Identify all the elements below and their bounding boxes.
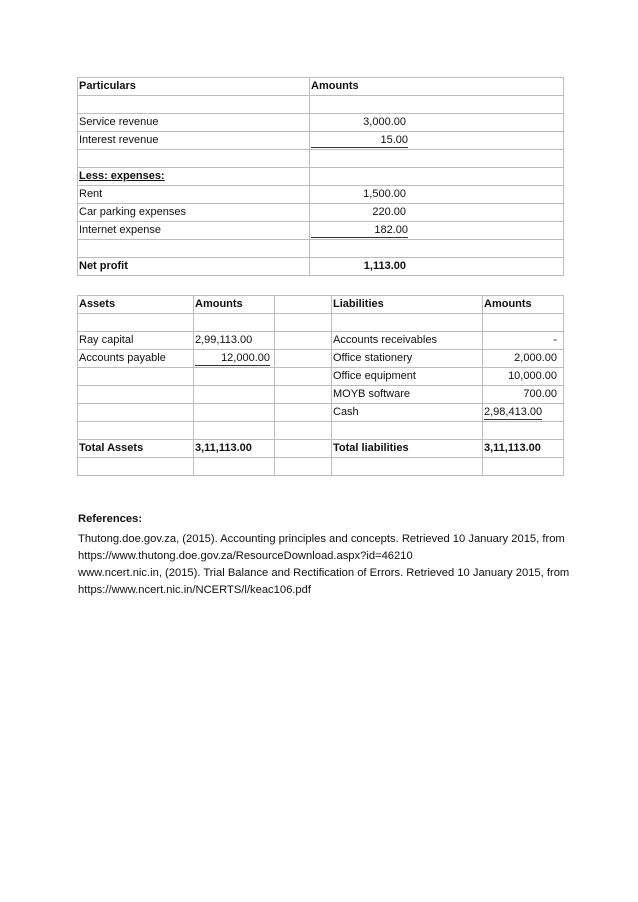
header-particulars: Particulars [78, 78, 310, 96]
liability-amount: 2,000.00 [483, 350, 564, 368]
asset-amount-underlined: 12,000.00 [195, 351, 270, 366]
interest-revenue-value [310, 132, 564, 150]
table-row [78, 168, 564, 186]
total-liabilities-label: Total liabilities [332, 440, 483, 458]
asset-name [78, 404, 194, 422]
internet-value [310, 222, 564, 240]
table-row [78, 240, 564, 258]
total-assets-label: Total Assets [78, 440, 194, 458]
interest-revenue-label: Interest revenue [78, 132, 310, 150]
header-liabilities: Liabilities [332, 296, 483, 314]
liability-name: MOYB software [332, 386, 483, 404]
asset-amount [194, 350, 275, 368]
liability-amount: 10,000.00 [483, 368, 564, 386]
table-row [78, 186, 564, 204]
reference-line: Thutong.doe.gov.za, (2015). Accounting principles and concepts. Retrieved 10 January 2015, from [78, 533, 565, 545]
header-asset-amounts: Amounts [194, 296, 275, 314]
table-row [78, 150, 564, 168]
table-row [78, 114, 564, 132]
reference-line: www.ncert.nic.in, (2015). Trial Balance and Rectification of Errors. Retrieved 10 January 2015, from [78, 567, 570, 579]
asset-amount: 2,99,113.00 [194, 332, 275, 350]
asset-name [78, 386, 194, 404]
net-profit-value: 1,113.00 [310, 258, 564, 276]
reference-line: https://www.thutong.doe.gov.za/ResourceDownload.aspx?id=46210 [78, 550, 413, 562]
asset-amount [194, 368, 275, 386]
table-row [78, 258, 564, 276]
asset-name: Accounts payable [78, 350, 194, 368]
service-revenue-value: 3,000.00 [310, 114, 564, 132]
asset-amount [194, 404, 275, 422]
total-assets-value: 3,11,113.00 [194, 440, 275, 458]
interest-revenue-amount: 15.00 [311, 133, 408, 148]
service-revenue-label: Service revenue [78, 114, 310, 132]
table-row [78, 132, 564, 150]
liability-name: Accounts receivables [332, 332, 483, 350]
table-row [78, 332, 564, 350]
internet-label: Internet expense [78, 222, 310, 240]
header-amounts: Amounts [310, 78, 564, 96]
header-liability-amounts: Amounts [483, 296, 564, 314]
asset-name [78, 368, 194, 386]
liability-amount: 700.00 [483, 386, 564, 404]
liability-amount [483, 404, 564, 422]
car-parking-value: 220.00 [310, 204, 564, 222]
reference-line: https://www.ncert.nic.in/NCERTS/l/keac106.pdf [78, 584, 311, 596]
table-row [78, 440, 564, 458]
references-section [78, 511, 578, 599]
liability-amount: - [483, 332, 564, 350]
table-row [78, 204, 564, 222]
cash-amount-underlined: 2,98,413.00 [484, 406, 543, 418]
asset-amount [194, 386, 275, 404]
liability-name: Office stationery [332, 350, 483, 368]
table-row [78, 96, 564, 114]
car-parking-label: Car parking expenses [78, 204, 310, 222]
header-assets: Assets [78, 296, 194, 314]
table-row [78, 368, 564, 386]
liability-name: Office equipment [332, 368, 483, 386]
rent-label: Rent [78, 186, 310, 204]
table-row [78, 386, 564, 404]
table-row [78, 350, 564, 368]
table-row [78, 222, 564, 240]
balance-sheet-table [77, 295, 564, 476]
table-row [78, 314, 564, 332]
internet-amount: 182.00 [311, 223, 408, 238]
table-row [78, 78, 564, 96]
total-liabilities-value: 3,11,113.00 [483, 440, 564, 458]
references-title: References: [78, 513, 143, 525]
net-profit-label: Net profit [78, 258, 310, 276]
table-row [78, 458, 564, 476]
table-row [78, 422, 564, 440]
table-row [78, 404, 564, 422]
income-statement-table [77, 77, 564, 276]
table-row [78, 296, 564, 314]
asset-name: Ray capital [78, 332, 194, 350]
liability-name: Cash [332, 404, 483, 422]
less-expenses-heading: Less: expenses: [78, 168, 310, 186]
rent-value: 1,500.00 [310, 186, 564, 204]
